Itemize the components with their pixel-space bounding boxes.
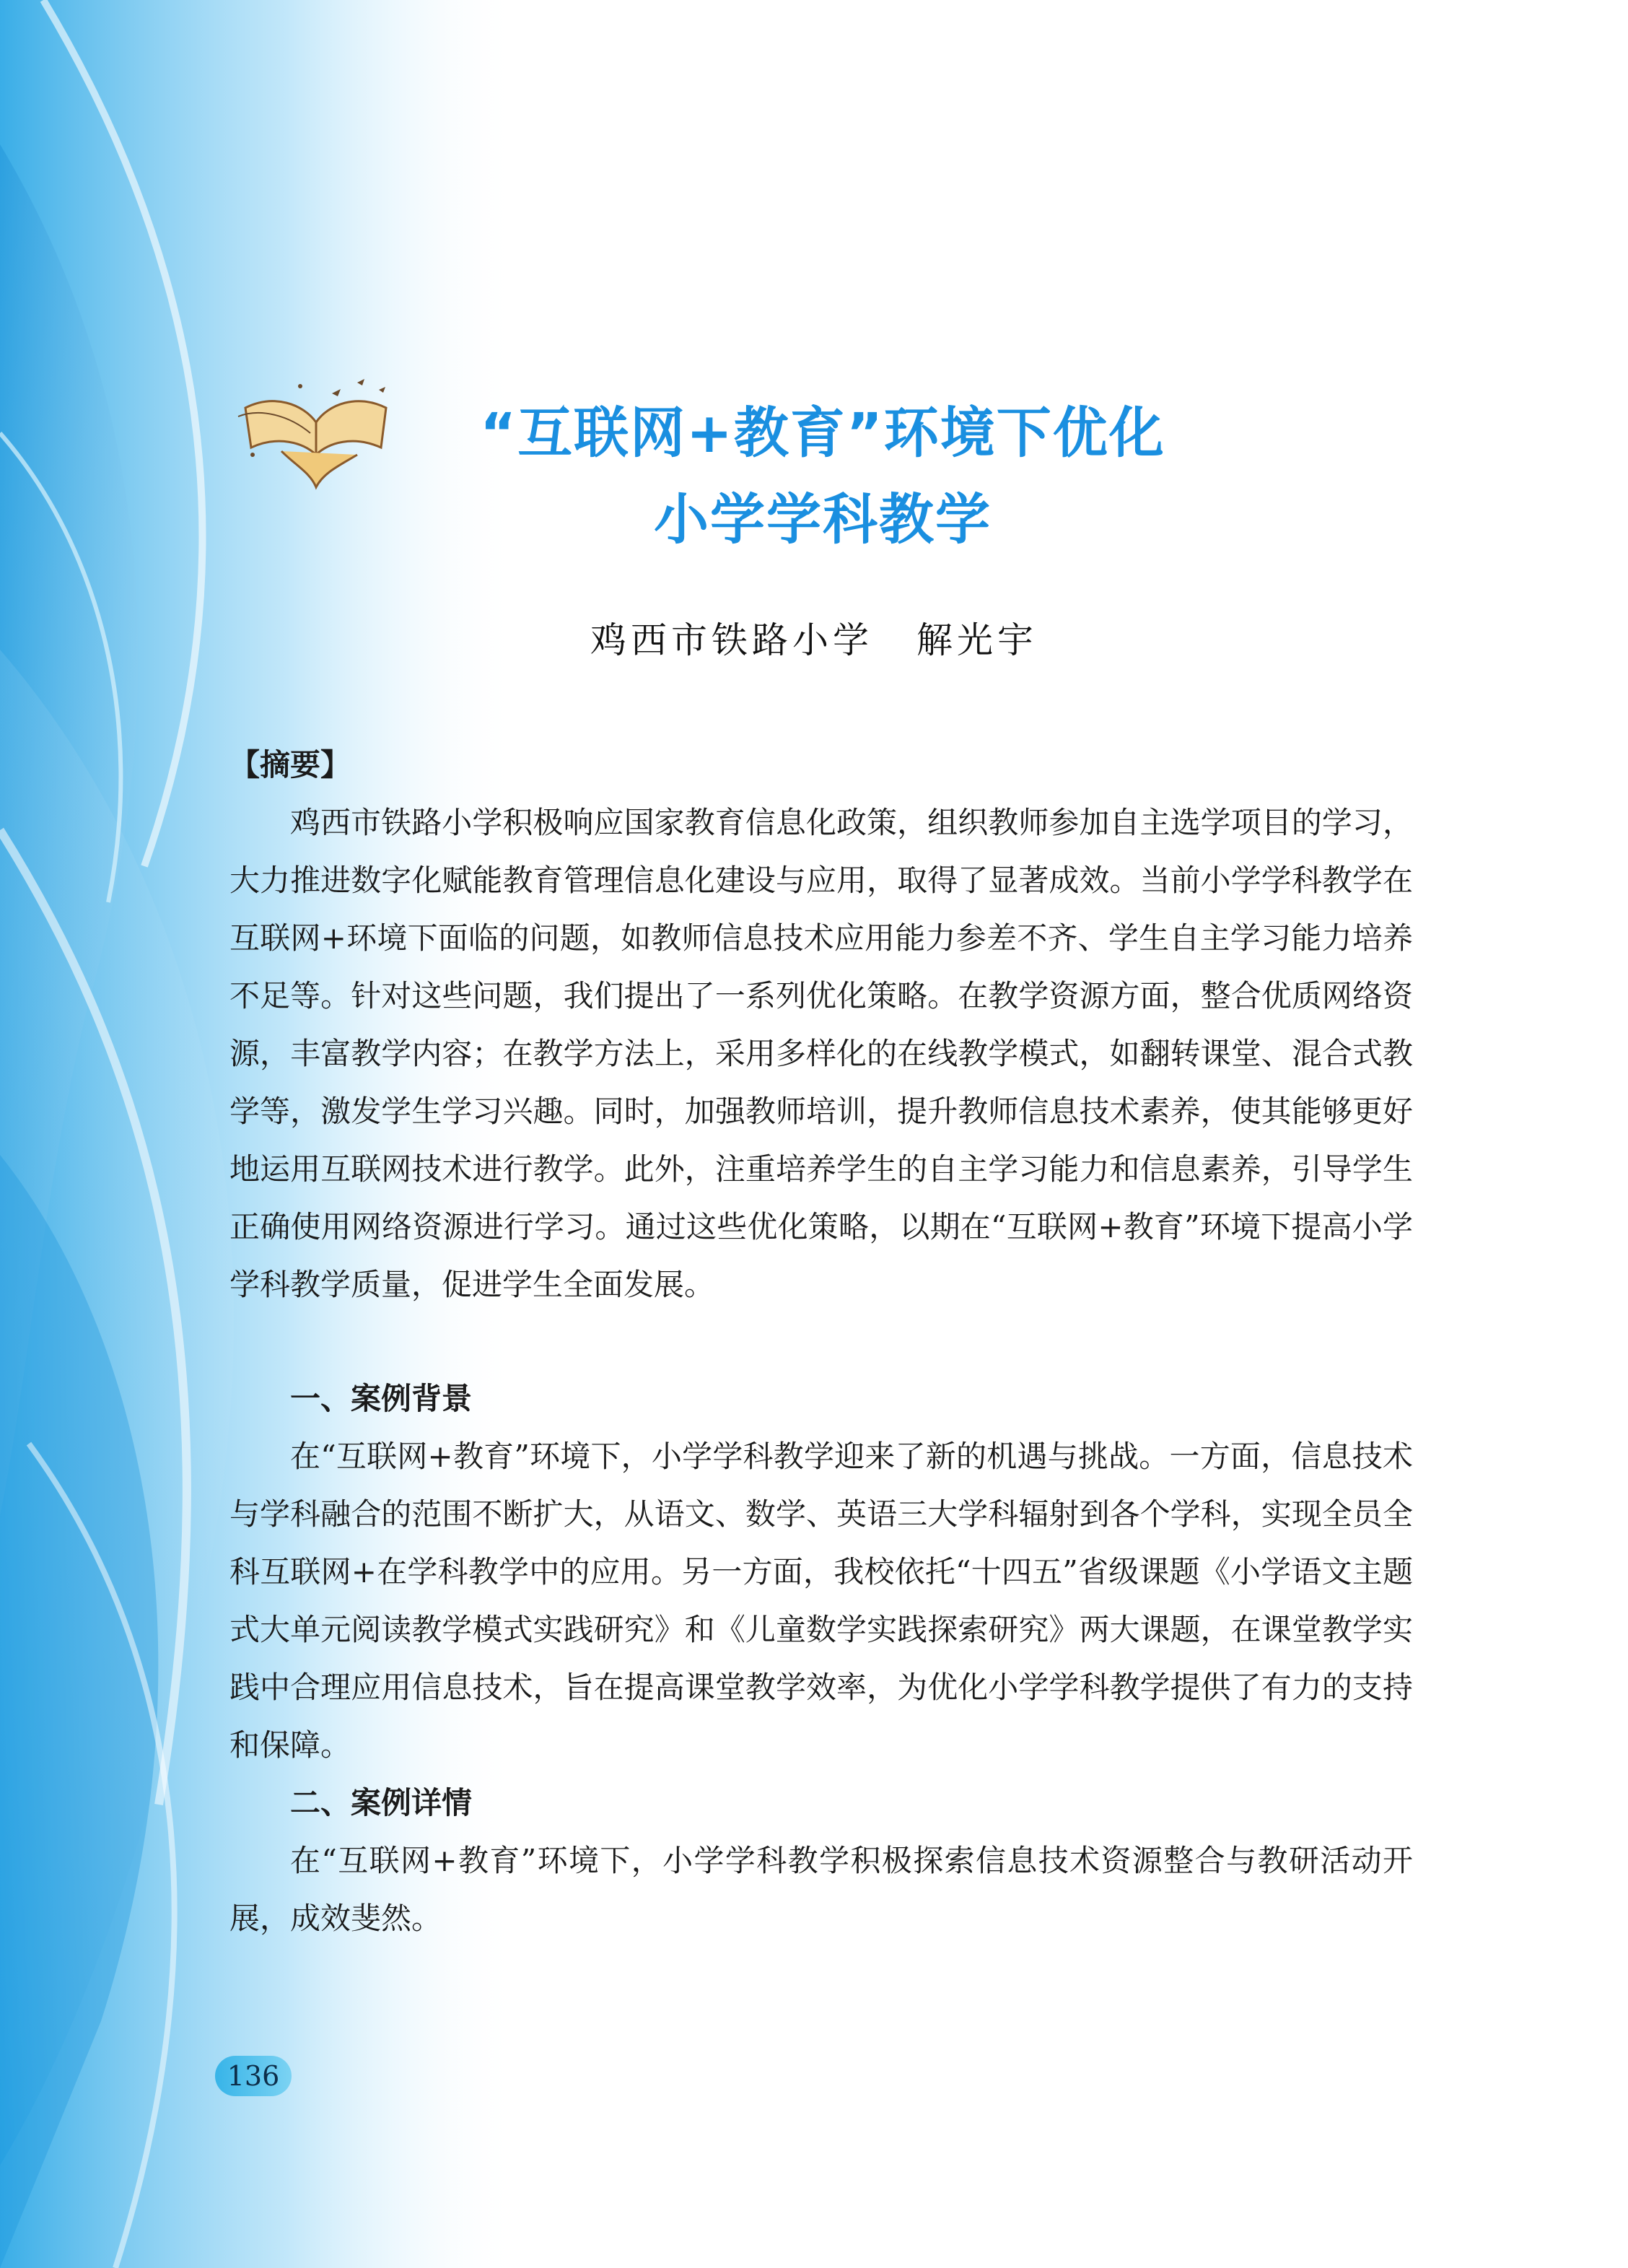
author-line — [0, 615, 1628, 666]
abstract-heading: 【摘要】 — [229, 747, 351, 782]
page-number-badge: 136 — [215, 2056, 292, 2096]
section-paragraph-details: 在“互联网+教育”环境下，小学学科教学积极探索信息技术资源整合与教研活动开展，成效斐然。 — [229, 1843, 1413, 1936]
article-title-line-1: “互联网+教育”环境下优化 — [480, 401, 1165, 465]
open-book-with-birds-icon — [231, 365, 404, 491]
author-school: 鸡西市铁路小学 — [590, 619, 873, 661]
section-heading-background: 一、案例背景 — [290, 1381, 473, 1416]
section-heading-details: 二、案例详情 — [290, 1785, 473, 1820]
abstract-paragraph: 鸡西市铁路小学积极响应国家教育信息化政策，组织教师参加自主选学项目的学习，大力推进数字化赋能教育管理信息化建设与应用，取得了显著成效。当前小学学科教学在互联网+环境下面临的问题，如教师信息技术应用能力参差不齐、学生自主学习能力培养不足等。针对这些问题，我们提出了一系列优化策略。在教学资源方面，整合优质网络资源，丰富教学内容；在教学方法上，采用多样化的在线教学模式，如翻转课堂、混合式教学等，激发学生学习兴趣。同时，加强教师培训，提升教师信息技术素养，使其能够更好地运用互联网技术进行教学。此外，注重培养学生的自主学习能力和信息素养，引导学生正确使用网络资源进行学习。通过这些优化策略，以期在“互联网+教育”环境下提高小学学科教学质量，促进学生全面发展。 — [229, 805, 1413, 1302]
author-name: 解光宇 — [916, 619, 1038, 661]
article-title-line-2: 小学学科教学 — [654, 487, 992, 551]
section-gap — [229, 1314, 1413, 1370]
article-body — [229, 736, 1413, 1948]
section-paragraph-background: 在“互联网+教育”环境下，小学学科教学迎来了新的机遇与挑战。一方面，信息技术与学科融合的范围不断扩大，从语文、数学、英语三大学科辐射到各个学科，实现全员全科互联网+在学科教学中的应用。另一方面，我校依托“十四五”省级课题《小学语文主题式大单元阅读教学模式实践研究》和《儿童数学实践探索研究》两大课题，在课堂教学实践中合理应用信息技术，旨在提高课堂教学效率，为优化小学学科教学提供了有力的支持和保障。 — [229, 1439, 1413, 1763]
